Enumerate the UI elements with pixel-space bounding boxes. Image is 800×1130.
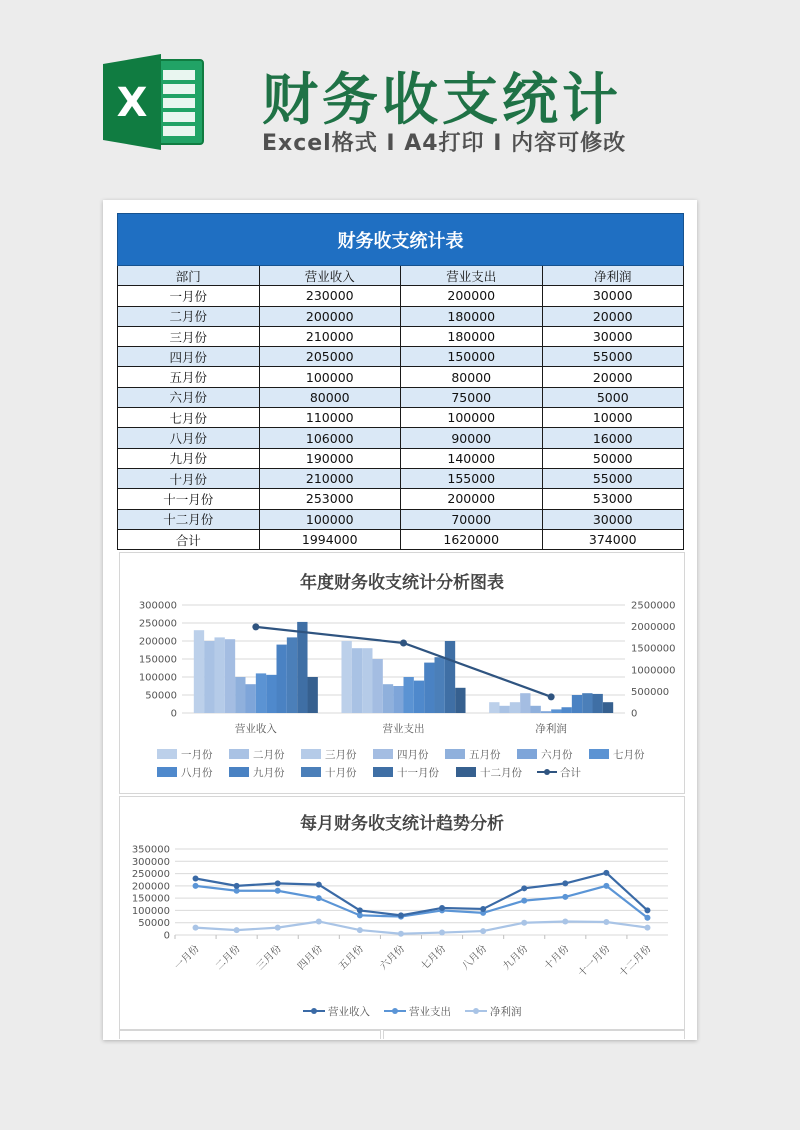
- series-point: [357, 927, 363, 933]
- bar: [287, 637, 297, 713]
- table-cell: 70000: [401, 509, 543, 529]
- legend-label: 净利润: [490, 1006, 522, 1018]
- series-point: [562, 894, 568, 900]
- legend-label: 营业支出: [409, 1006, 451, 1018]
- x-tick-label: 八月份: [460, 943, 490, 973]
- table-cell: 30000: [542, 509, 684, 529]
- legend-line-marker: [392, 1008, 398, 1014]
- table-row: [118, 306, 684, 326]
- bar: [404, 677, 414, 713]
- y-tick-label: 50000: [145, 690, 177, 702]
- page-header: [0, 0, 800, 200]
- table-cell: 1620000: [401, 529, 543, 549]
- legend-swatch: [301, 749, 321, 759]
- bar: [245, 684, 255, 713]
- series-line: [196, 886, 648, 918]
- annual-chart: [119, 552, 685, 794]
- legend-label: 八月份: [181, 767, 213, 779]
- column-header: 部门: [118, 266, 260, 286]
- legend-line-marker: [311, 1008, 317, 1014]
- table-cell: 210000: [259, 468, 401, 488]
- series-point: [316, 882, 322, 888]
- x-tick-label: 十月份: [542, 943, 572, 973]
- x-tick-label: 七月份: [419, 943, 449, 973]
- bar: [562, 707, 572, 713]
- legend-swatch: [157, 749, 177, 759]
- table-cell: 100000: [401, 408, 543, 428]
- table-cell: 八月份: [118, 428, 260, 448]
- y-tick-label: 300000: [131, 856, 170, 868]
- series-point: [644, 915, 650, 921]
- table-row: [118, 509, 684, 529]
- table-cell: 30000: [542, 286, 684, 306]
- bar: [277, 645, 287, 713]
- table-cell: 80000: [259, 387, 401, 407]
- x-tick-label: 九月份: [501, 943, 531, 973]
- bar: [489, 702, 499, 713]
- legend-label: 三月份: [325, 749, 357, 761]
- y-tick-label: 250000: [131, 869, 170, 881]
- column-header: 营业收入: [259, 266, 401, 286]
- x-tick-label: 二月份: [213, 943, 243, 973]
- table-cell: 140000: [401, 448, 543, 468]
- legend-label: 十一月份: [397, 767, 439, 779]
- bar: [362, 648, 372, 713]
- table-cell: 200000: [259, 306, 401, 326]
- legend-line-marker: [473, 1008, 479, 1014]
- document-sheet: [103, 200, 697, 1040]
- table-cell: 150000: [401, 347, 543, 367]
- bar: [341, 641, 351, 713]
- table-cell: 200000: [401, 489, 543, 509]
- column-header: 营业支出: [401, 266, 543, 286]
- svg-text:X: X: [116, 80, 148, 126]
- bar: [551, 709, 561, 713]
- table-cell: 200000: [401, 286, 543, 306]
- table-cell: 75000: [401, 387, 543, 407]
- bar: [235, 677, 245, 713]
- table-row: [118, 529, 684, 549]
- annual-bar-chart: [120, 553, 684, 793]
- table-cell: 210000: [259, 326, 401, 346]
- series-point: [316, 895, 322, 901]
- bar: [214, 637, 224, 713]
- x-tick-label: 净利润: [535, 723, 567, 735]
- table-row: [118, 387, 684, 407]
- column-header: 净利润: [542, 266, 684, 286]
- y-tick-label: 200000: [131, 881, 170, 893]
- y-tick-label: 200000: [138, 636, 177, 648]
- footer-box-right: [383, 1030, 685, 1039]
- bar: [455, 688, 465, 713]
- y-tick-label: 350000: [131, 844, 170, 856]
- series-point: [193, 875, 199, 881]
- bar: [424, 663, 434, 713]
- x-tick-label: 营业支出: [382, 723, 425, 735]
- table-cell: 100000: [259, 367, 401, 387]
- table-cell: 205000: [259, 347, 401, 367]
- series-point: [603, 870, 609, 876]
- bar: [308, 677, 318, 713]
- table-cell: 53000: [542, 489, 684, 509]
- bar: [435, 657, 445, 713]
- x-tick-label: 六月份: [378, 943, 408, 973]
- bar: [541, 711, 551, 713]
- bar: [372, 659, 382, 713]
- series-point: [398, 931, 404, 937]
- legend-label: 合计: [560, 767, 581, 779]
- table-row: [118, 367, 684, 387]
- legend-label: 五月份: [469, 749, 501, 761]
- series-point: [521, 898, 527, 904]
- table-cell: 六月份: [118, 387, 260, 407]
- x-tick-label: 四月份: [295, 943, 325, 973]
- series-point: [357, 907, 363, 913]
- y-tick-label: 100000: [131, 905, 170, 917]
- table-row: [118, 448, 684, 468]
- x-tick-label: 一月份: [172, 943, 202, 973]
- bar: [297, 622, 307, 713]
- bar: [572, 695, 582, 713]
- table-cell: 230000: [259, 286, 401, 306]
- bar: [225, 639, 235, 713]
- bar: [603, 702, 613, 713]
- table-row: [118, 347, 684, 367]
- footer-box-left: [119, 1030, 381, 1039]
- table-cell: 100000: [259, 509, 401, 529]
- table-cell: 190000: [259, 448, 401, 468]
- series-point: [562, 880, 568, 886]
- legend-swatch: [157, 767, 177, 777]
- table-row: [118, 326, 684, 346]
- table-cell: 1994000: [259, 529, 401, 549]
- y-tick-label: 0: [170, 708, 177, 720]
- table-cell: 16000: [542, 428, 684, 448]
- x-tick-label: 五月份: [337, 943, 366, 973]
- legend-swatch: [517, 749, 537, 759]
- x-tick-label: 营业收入: [234, 723, 277, 735]
- legend-swatch: [373, 749, 393, 759]
- legend-label: 一月份: [181, 749, 213, 761]
- series-point: [193, 925, 199, 931]
- series-point: [316, 918, 322, 924]
- table-cell: 180000: [401, 306, 543, 326]
- table-row: [118, 468, 684, 488]
- table-cell: 三月份: [118, 326, 260, 346]
- excel-icon: [103, 52, 207, 152]
- table-cell: 五月份: [118, 367, 260, 387]
- bar: [266, 675, 276, 713]
- table-cell: 180000: [401, 326, 543, 346]
- y2-tick-label: 500000: [631, 686, 670, 698]
- table-cell: 十一月份: [118, 489, 260, 509]
- table-cell: 20000: [542, 367, 684, 387]
- table-cell: 80000: [401, 367, 543, 387]
- legend-label: 七月份: [613, 749, 645, 761]
- bar: [393, 686, 403, 713]
- table-cell: 十二月份: [118, 509, 260, 529]
- bar: [256, 673, 266, 713]
- series-point: [521, 885, 527, 891]
- y-tick-label: 100000: [138, 672, 177, 684]
- legend-swatch: [373, 767, 393, 777]
- y-tick-label: 300000: [138, 600, 177, 612]
- y2-tick-label: 1000000: [631, 665, 676, 677]
- series-point: [521, 920, 527, 926]
- bar: [499, 706, 509, 713]
- series-point: [275, 925, 281, 931]
- table-body: [118, 286, 684, 550]
- series-point: [603, 883, 609, 889]
- table-cell: 50000: [542, 448, 684, 468]
- table-cell: 合计: [118, 529, 260, 549]
- bar: [194, 630, 204, 713]
- finance-table-container: [117, 213, 684, 550]
- legend-label: 营业收入: [328, 1006, 370, 1018]
- legend-label: 四月份: [397, 749, 429, 761]
- bar: [582, 693, 592, 713]
- table-cell: 四月份: [118, 347, 260, 367]
- bar: [352, 648, 362, 713]
- series-point: [275, 888, 281, 894]
- total-point: [252, 623, 259, 630]
- table-cell: 90000: [401, 428, 543, 448]
- bar: [445, 641, 455, 713]
- y2-tick-label: 2500000: [631, 600, 676, 612]
- y-tick-label: 0: [163, 930, 170, 942]
- bar: [520, 693, 530, 713]
- series-point: [275, 880, 281, 886]
- series-point: [398, 912, 404, 918]
- y2-tick-label: 1500000: [631, 643, 676, 655]
- table-cell: 110000: [259, 408, 401, 428]
- bar: [414, 681, 424, 713]
- y-tick-label: 250000: [138, 618, 177, 630]
- y-tick-label: 150000: [131, 893, 170, 905]
- series-point: [603, 919, 609, 925]
- table-cell: 十月份: [118, 468, 260, 488]
- legend-label: 六月份: [541, 749, 573, 761]
- table-cell: 253000: [259, 489, 401, 509]
- total-point: [548, 693, 555, 700]
- table-cell: 20000: [542, 306, 684, 326]
- monthly-trend-chart: [119, 796, 685, 1030]
- series-point: [562, 918, 568, 924]
- table-row: [118, 408, 684, 428]
- bar: [204, 641, 214, 713]
- table-cell: 106000: [259, 428, 401, 448]
- bar: [593, 694, 603, 713]
- table-cell: 30000: [542, 326, 684, 346]
- series-point: [480, 906, 486, 912]
- table-row: [118, 286, 684, 306]
- legend-label: 九月份: [253, 767, 285, 779]
- legend-swatch: [445, 749, 465, 759]
- page-title: 财务收支统计: [262, 68, 622, 133]
- bar: [530, 706, 540, 713]
- table-cell: 二月份: [118, 306, 260, 326]
- bar: [510, 702, 520, 713]
- series-line: [196, 921, 648, 933]
- table-cell: 55000: [542, 347, 684, 367]
- table-row: [118, 489, 684, 509]
- y-tick-label: 50000: [138, 918, 170, 930]
- legend-swatch: [229, 749, 249, 759]
- series-point: [644, 925, 650, 931]
- table-cell: 七月份: [118, 408, 260, 428]
- finance-table: [117, 213, 684, 550]
- trend-line-chart: [120, 797, 684, 1029]
- legend-swatch: [301, 767, 321, 777]
- series-point: [439, 930, 445, 936]
- y2-tick-label: 2000000: [631, 622, 676, 634]
- table-cell: 155000: [401, 468, 543, 488]
- x-tick-label: 三月份: [254, 943, 284, 973]
- table-cell: 九月份: [118, 448, 260, 468]
- table-title: 财务收支统计表: [118, 214, 684, 266]
- series-point: [644, 907, 650, 913]
- chart-title: 年度财务收支统计分析图表: [300, 573, 504, 593]
- table-cell: 55000: [542, 468, 684, 488]
- table-cell: 374000: [542, 529, 684, 549]
- legend-line-marker: [544, 769, 550, 775]
- legend-swatch: [229, 767, 249, 777]
- chart-title: 每月财务收支统计趋势分析: [300, 814, 504, 834]
- total-point: [400, 640, 407, 647]
- table-header-row: [118, 266, 684, 286]
- page-subtitle: Excel格式 I A4打印 I 内容可修改: [262, 131, 627, 156]
- x-tick-label: 十一月份: [576, 943, 613, 980]
- legend-label: 二月份: [253, 749, 285, 761]
- legend-label: 十月份: [325, 767, 357, 779]
- table-row: [118, 428, 684, 448]
- series-point: [439, 905, 445, 911]
- series-point: [193, 883, 199, 889]
- y2-tick-label: 0: [631, 708, 638, 720]
- legend-swatch: [589, 749, 609, 759]
- table-cell: 5000: [542, 387, 684, 407]
- series-point: [234, 883, 240, 889]
- table-cell: 一月份: [118, 286, 260, 306]
- table-cell: 10000: [542, 408, 684, 428]
- legend-swatch: [456, 767, 476, 777]
- y-tick-label: 150000: [138, 654, 177, 666]
- bar: [383, 684, 393, 713]
- series-point: [234, 927, 240, 933]
- legend-label: 十二月份: [480, 767, 522, 779]
- series-point: [480, 928, 486, 934]
- x-tick-label: 十二月份: [617, 943, 654, 980]
